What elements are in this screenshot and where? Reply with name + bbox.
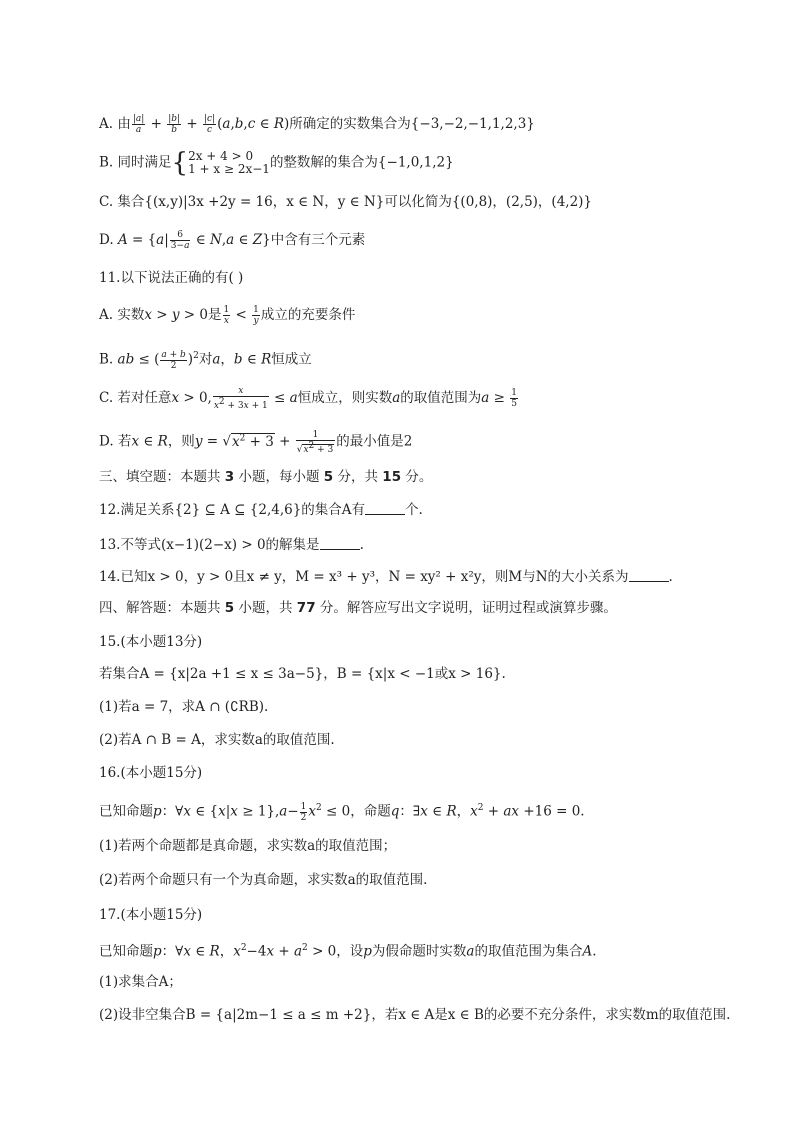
q17-part-2: (2)设非空集合B = {a|2m−1 ≤ a ≤ m +2}，若x ∈ A是x ∈ B的必要不充分条件，求实数m的取值范围. xyxy=(99,1007,731,1023)
q14: 14.已知x > 0，y > 0且x ≠ y，M = x³ + y³，N = xy² + x²y，则M与N的大小关系为 . xyxy=(99,569,673,585)
q13-answer-blank[interactable] xyxy=(320,535,360,550)
q14-answer-blank[interactable] xyxy=(629,567,669,582)
q10-b-ineq-1: 2x + 4 > 0 xyxy=(188,149,254,163)
q15-stem: 若集合A = {x|2a +1 ≤ x ≤ 3a−5}，B = {x|x < −1或x > 16}. xyxy=(99,666,506,682)
q10-b-ineq-2: 1 + x ≥ 2x−1 xyxy=(188,162,270,176)
q13: 13.不等式(x−1)(2−x) > 0的解集是 . xyxy=(99,537,364,553)
q11-option-c: C. 若对任意x > 0, $\frac{x}{x^2 + 3x + 1}$ ≤ a恒成立，则实数a的取值范围为a ≥ $\frac{1}{5}$ xyxy=(99,386,517,411)
q10-option-b: B. 同时满足{ 2x + 4 > 0 1 + x ≥ 2x−1 的整数解的集合为{−1,0,1,2} xyxy=(99,148,454,178)
q15-title: 15.(本小题13分) xyxy=(99,634,203,650)
q11-option-b: B. ab ≤ ( $\frac{a + b}{2}$ )$^2$对a，b ∈ R恒成立 xyxy=(99,349,312,371)
q16-part-2: (2)若两个命题只有一个为真命题，求实数a的取值范围. xyxy=(99,872,428,888)
q16-title: 16.(本小题15分) xyxy=(99,765,203,781)
q15-part-2: (2)若A ∩ B = A，求实数a的取值范围. xyxy=(99,732,335,748)
q10-option-c: C. 集合{(x,y)|3x +2y = 16，x ∈ N，y ∈ N}可以化简为{(0,8)，(2,5)，(4,2)} xyxy=(99,194,593,210)
section-4-heading: 四、解答题：本题共 5 小题，共 77 分。解答应写出文字说明，证明过程或演算步骤。 xyxy=(99,600,617,616)
q17-title: 17.(本小题15分) xyxy=(99,907,203,923)
q15-part-1: (1)若a = 7，求A ∩ (∁RB). xyxy=(99,699,269,715)
q11-option-a: A. 实数x > y > 0是 $\frac{1}{x}$ < $\frac{1}{y}$ 成立的充要条件 xyxy=(99,305,356,326)
q11-stem: 11.以下说法正确的有( ) xyxy=(99,270,244,286)
q12-answer-blank[interactable] xyxy=(365,500,405,515)
q17-stem: 已知命题p：∀x ∈ R，$x^2-4x + a^2 > 0$，设p为假命题时实数a的取值范围为集合A. xyxy=(99,943,597,960)
q10-option-a: A. 由 $\frac{|a|}{a}$ + $\frac{|b|}{b}$ + $\frac{|c|}{c}$ (a,b,c ∈ R)所确定的实数集合为{−3,−2,−1,1,2,3} xyxy=(99,114,535,135)
q16-part-1: (1)若两个命题都是真命题，求实数a的取值范围； xyxy=(99,838,397,854)
q11-option-d: D. 若x ∈ R，则$y = √x^2 + 3$ + $\frac{1}{√x^2 + 3}$ 的最小值是2 xyxy=(99,429,413,455)
q17-part-1: (1)求集合A； xyxy=(99,974,182,990)
section-3-heading: 三、填空题：本题共 3 小题，每小题 5 分，共 15 分。 xyxy=(99,469,433,485)
q12: 12.满足关系{2} ⊆ A ⊆ {2,4,6}的集合A有 个. xyxy=(99,502,423,518)
q10-option-d: D. A = {a| $\frac{6}{3-a}$ ∈ N,a ∈ Z}中含有三个元素 xyxy=(99,230,366,251)
q16-stem: 已知命题p：∀x ∈ {x|x ≥ 1},a− $\frac{1}{2}$ $x^2 \le 0$，命题q：∃x ∈ R，$x^2$ + ax +16 = 0. xyxy=(99,801,585,823)
